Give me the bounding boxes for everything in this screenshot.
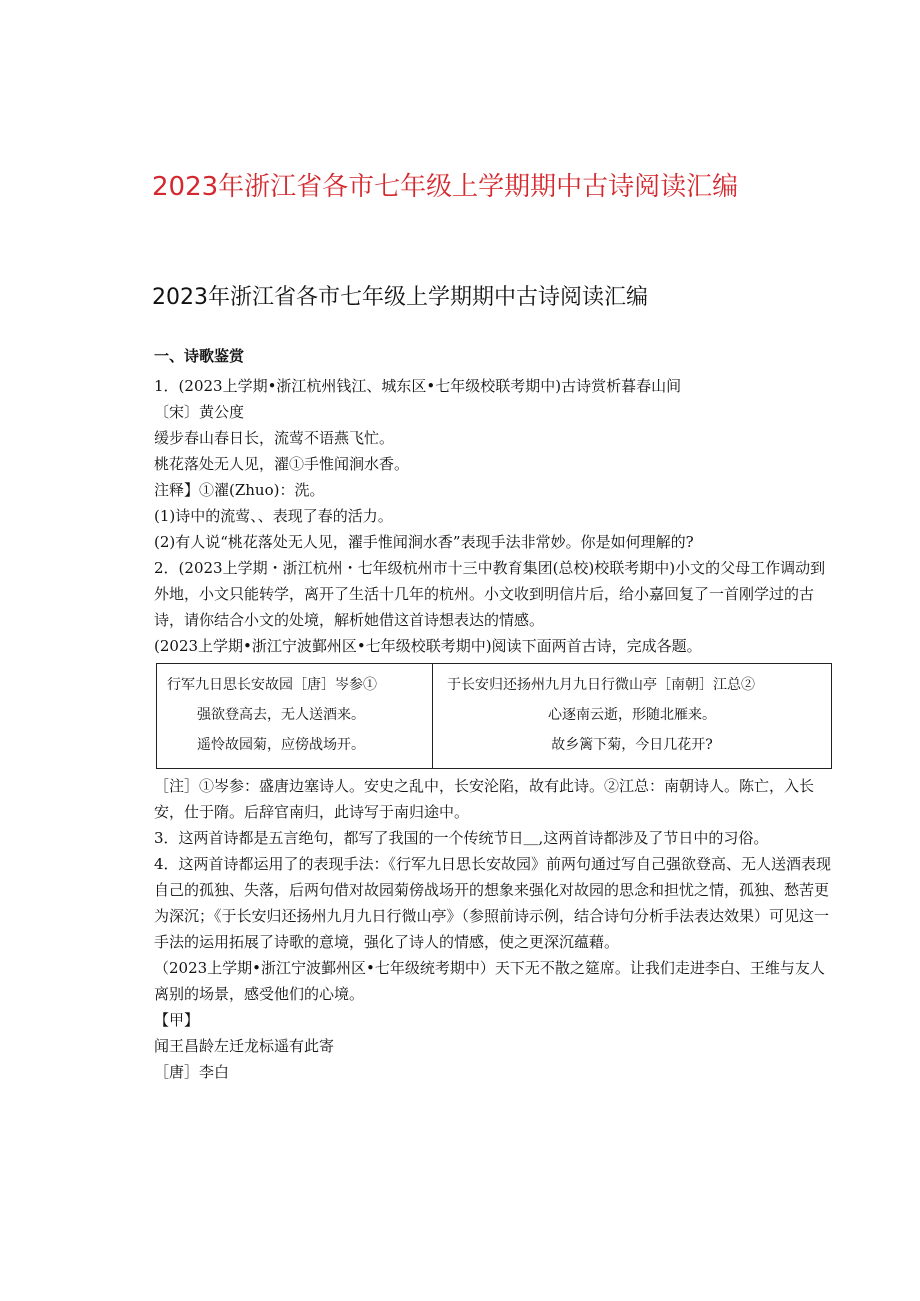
poem-author: ［唐］李白 (154, 1063, 230, 1081)
poems-table (156, 663, 832, 769)
question-3: 3．这两首诗都是五言绝句，都写了我国的一个传统节日＿,这两首诗都涉及了节日中的习俗。 (154, 829, 769, 847)
section-label-jia: 【甲】 (154, 1011, 200, 1029)
poem-title: 闻王昌龄左迁龙标遥有此寄 (154, 1037, 335, 1055)
document-body (154, 343, 838, 1085)
poem-b-title: 于长安归还扬州九月九日行微山亭［南朝］江总② (447, 677, 755, 693)
poem-a-line: 遥怜故园菊，应傍战场开。 (197, 737, 365, 753)
poem-a-line: 强欲登高去，无人送酒来。 (197, 707, 365, 723)
poem-line: 桃花落处无人见，濯①手惟闻涧水香。 (154, 455, 410, 473)
sub-question: (2)有人说“桃花落处无人见，濯手惟闻涧水香”表现手法非常妙。你是如何理解的? (154, 533, 694, 551)
sub-question: (1)诗中的流莺、、表现了春的活力。 (154, 507, 393, 525)
poem-b-line: 故乡篱下菊，今日几花开? (551, 737, 713, 753)
poem-a-cell (157, 664, 433, 769)
annotation-note: 注释】①濯(Zhuo)：洗。 (154, 481, 325, 499)
question-2: 2．(2023上学期・浙江杭州・七年级杭州市十三中教育集团(总校)校联考期中)小文的父母工作调动到外地，小文只能转学，离开了生活十几年的杭州。小文收到明信片后，给小嘉回复了一首刚学过的古诗，请你结合小文的处境，解析她借这首诗想表达的情感。 (154, 559, 826, 629)
poem-line: 缓步春山春日长，流莺不语燕飞忙。 (154, 429, 395, 447)
poem-a-title: 行军九日思长安故园［唐］岑参① (167, 677, 377, 693)
question-1-intro: 1．(2023上学期•浙江杭州钱江、城东区•七年级校联考期中)古诗赏析暮春山间 (154, 377, 682, 395)
section-heading: 一、诗歌鉴赏 (154, 347, 245, 365)
page-title: 2023年浙江省各市七年级上学期期中古诗阅读汇编 (152, 172, 739, 202)
group-intro: (2023上学期•浙江宁波鄞州区•七年级校联考期中)阅读下面两首古诗，完成各题。 (154, 637, 702, 655)
question-4: 4．这两首诗都运用了的表现手法：《行军九日思长安故园》前两句通过写自己强欲登高、无人送酒表现自己的孤独、失落，后两句借对故园菊傍战场开的想象来强化对故园的思念和担忧之情，孤独、愁苦更为深沉；《于长安归还扬州九月九日行微山亭》（参照前诗示例，结合诗句分析手法表达效果）可见这一手法的运用拓展了诗歌的意境，强化了诗人的情感，使之更深沉蕴藉。 (154, 855, 832, 951)
question-5-intro: （2023上学期•浙江宁波鄞州区•七年级统考期中）天下无不散之筵席。让我们走进李白、王维与友人离别的场景，感受他们的心境。 (154, 959, 825, 1003)
poem-notes: ［注］①岑参：盛唐边塞诗人。安史之乱中，长安沦陷，故有此诗。②江总：南朝诗人。陈亡，入长安，仕于隋。后辞官南归，此诗写于南归途中。 (154, 777, 815, 821)
poem-author: 〔宋〕黄公度 (154, 403, 245, 421)
poem-b-line: 心逐南云逝，形随北雁来。 (548, 707, 716, 723)
document-subtitle: 2023年浙江省各市七年级上学期期中古诗阅读汇编 (152, 285, 648, 310)
poem-b-cell (433, 664, 832, 769)
